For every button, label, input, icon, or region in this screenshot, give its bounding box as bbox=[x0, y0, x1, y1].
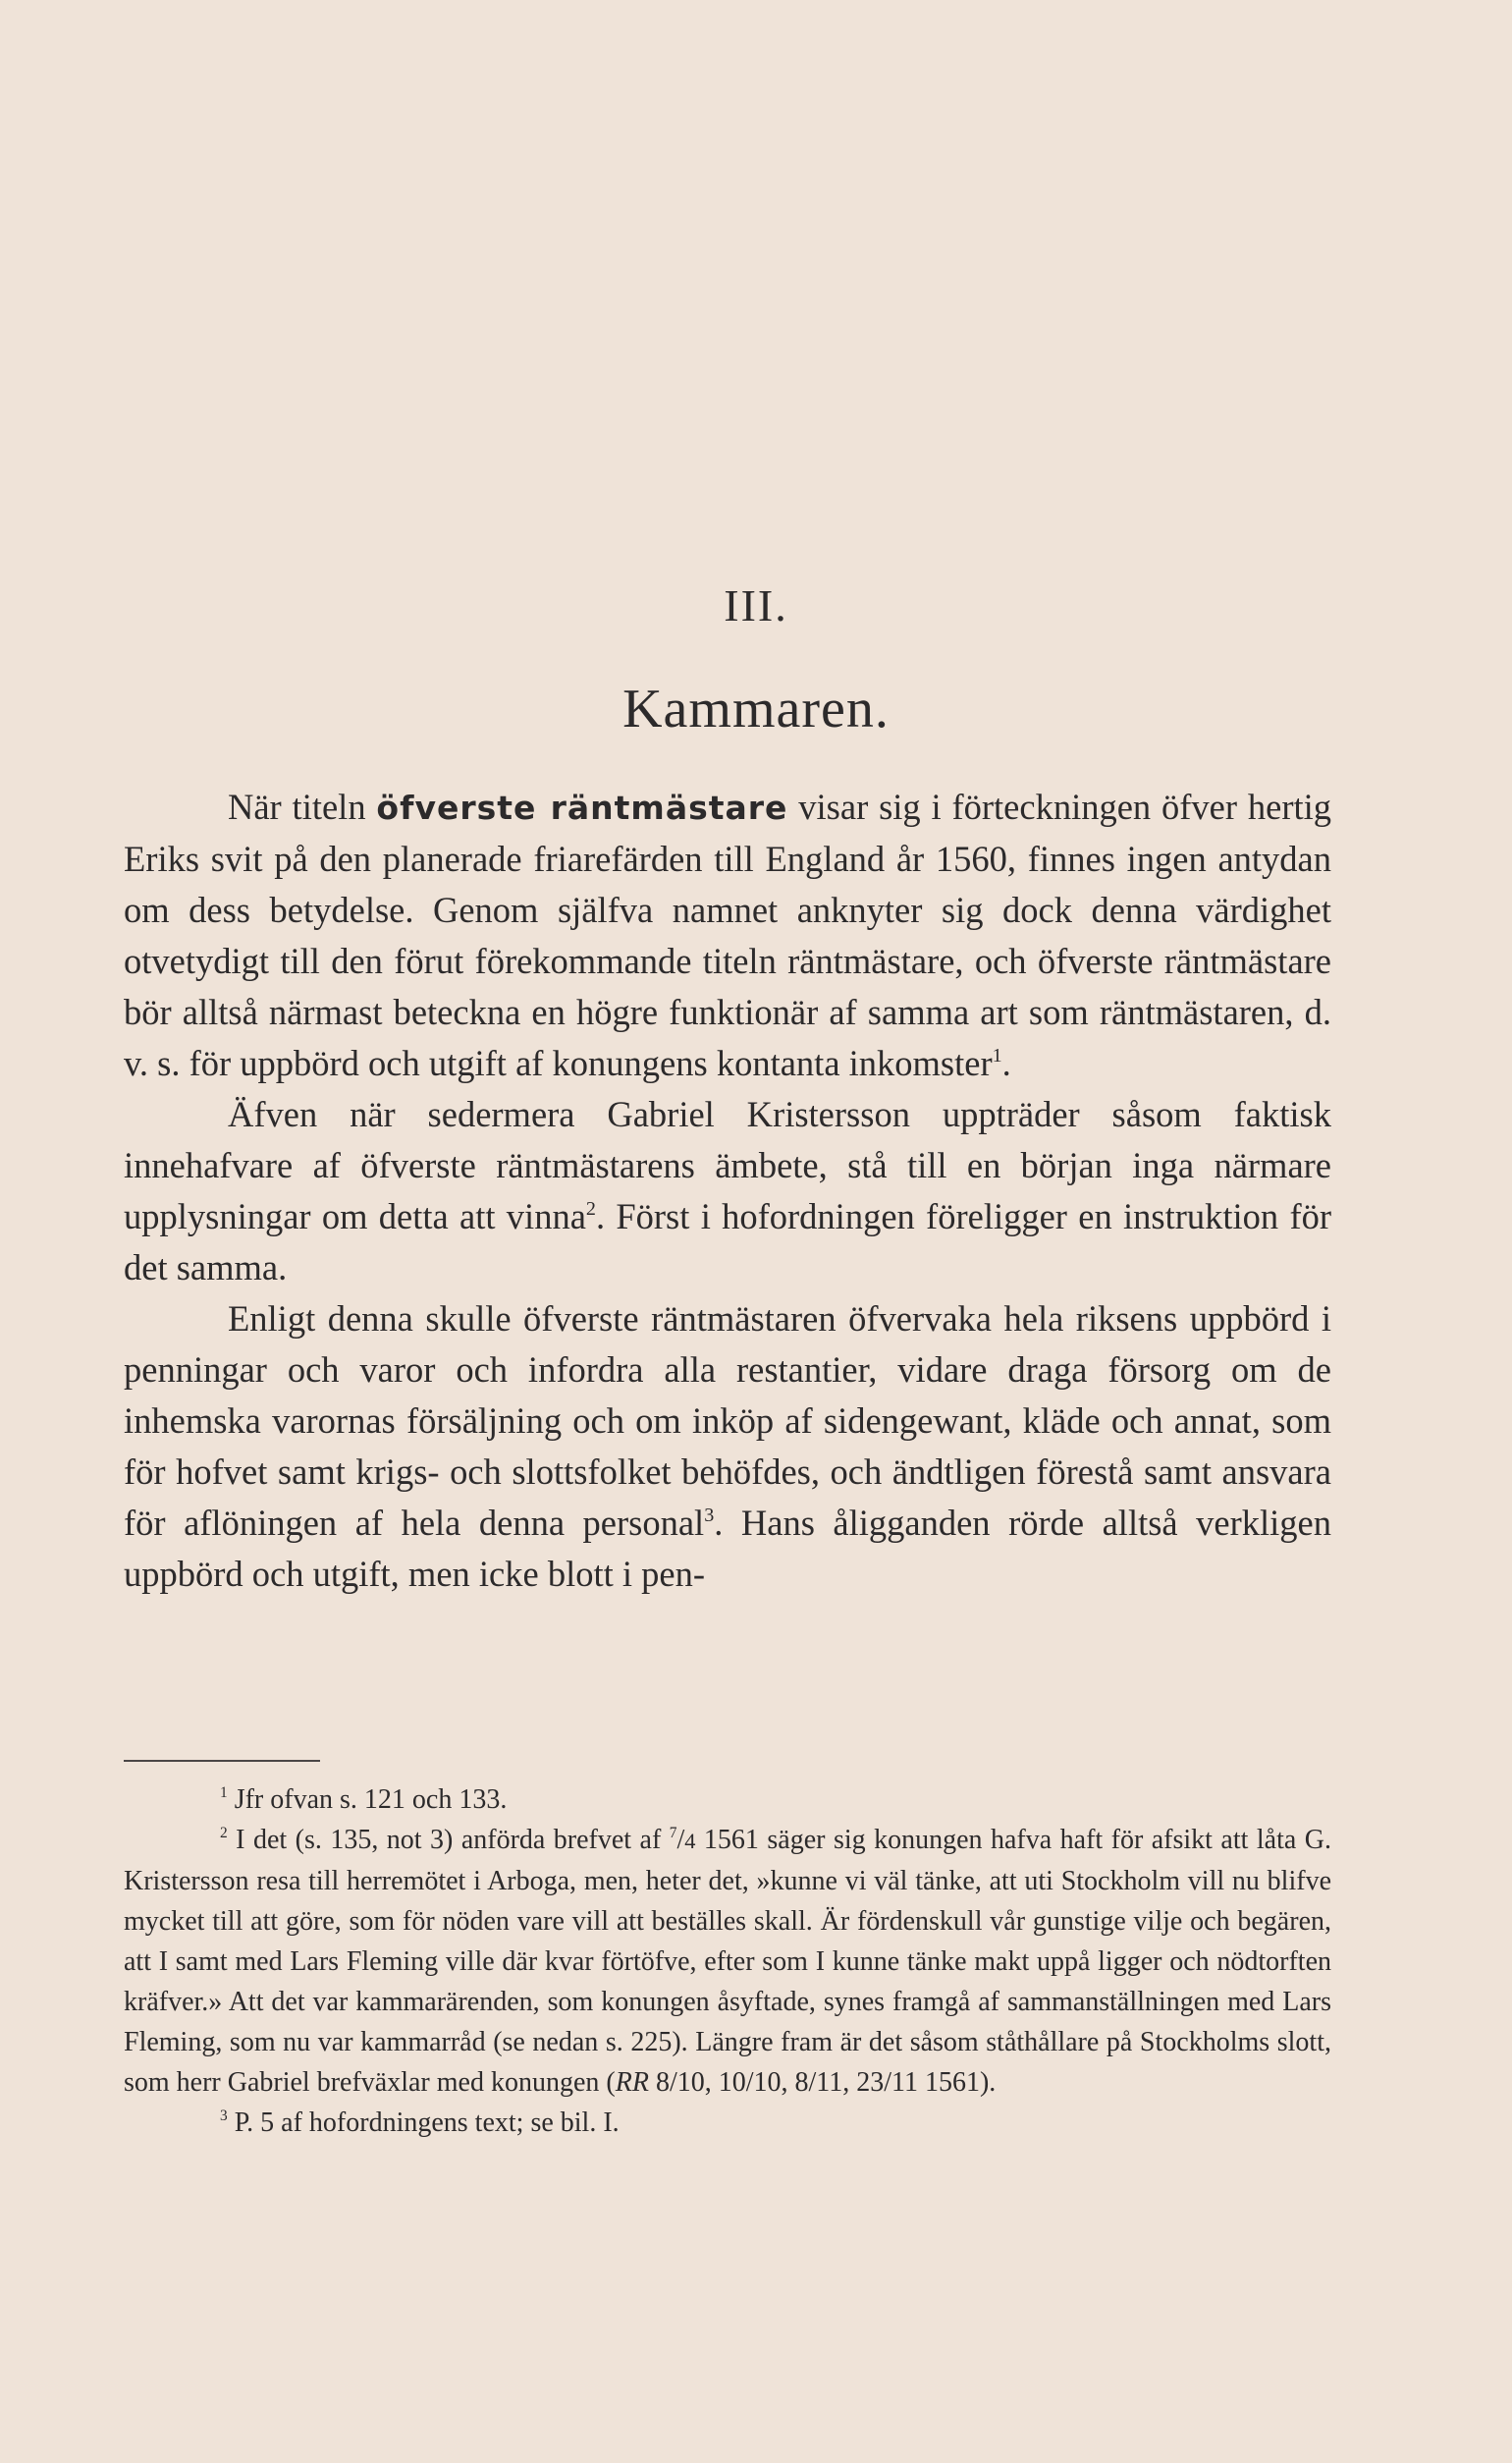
paragraph-text: Enligt denna skulle öfverste räntmästaren öfvervaka hela riksens uppbörd i penningar och varor och infordra alla restantier, vidare draga försorg om de inhemska varornas försäljning och om inköp af sidengewant, kläde och annat, som för hofvet samt krigs- och slottsfolket behöfdes, och ändtligen förestå samt ansvara för aflöningen af hela denna personal bbox=[124, 1298, 1331, 1543]
date-numerator: 7 bbox=[669, 1825, 677, 1842]
source-abbrev: RR bbox=[615, 2067, 649, 2098]
paragraph-2 bbox=[124, 1089, 1331, 1293]
paragraph-text: visar sig i förteckningen öfver hertig Eriks svit på den planerade friarefärden till England år 1560, finnes ingen antydan om dess betydelse. Genom själfva namnet anknyter sig dock denna värdighet otvetydigt till den förut förekommande titeln räntmästare, och öfverste räntmästare bör alltså närmast beteckna en högre funktionär af samma art som räntmästaren, d. v. s. för uppbörd och utgift af konungens kontanta inkomster bbox=[124, 787, 1332, 1083]
footnote-2: $^2$ I det (s. 135, not 3) anförda brefvet af $^7$/4 1561 säger sig konungen hafva haft för afsikt att låta G. Kristersson resa till herremötet i Arboga, men, heter det, »kunne vi väl tänke, att uti Stockholm vill nu blifve mycket till att göre, som för nöden vare vill att beställes skall. Är fördenskull vår gunstige vilje och begären, att I samt med Lars Fleming ville där kvar förtöfve, efter som I kunne tänke makt uppå ligger och nödtorften kräfver.» Att det var kammarärenden, som konungen åsyftade, synes framgå af sammanställningen med Lars Fleming, som nu var kammarråd (se nedan s. 225). Längre fram är det såsom ståthållare på Stockholms slott, som herr Gabriel brefväxlar med konungen (RR 8/10, 10/10, 8/11, 23/11 1561). bbox=[124, 1825, 1331, 2098]
footnote-text: I det (s. 135, not 3) anförda brefvet af bbox=[227, 1825, 670, 1855]
footnote-text: Jfr ofvan s. 121 och 133. bbox=[227, 1784, 508, 1815]
chapter-number: III. bbox=[724, 580, 788, 630]
footnote-ref[interactable]: 3 bbox=[704, 1504, 715, 1526]
paragraph-text: . bbox=[1001, 1043, 1011, 1083]
footnote-dates: 8/10, 10/10, 8/11, 23/11 1561 bbox=[648, 2067, 980, 2098]
date-denominator: 4 bbox=[684, 1829, 696, 1853]
footnote-text: ). bbox=[979, 2067, 997, 2098]
paragraph-1 bbox=[124, 782, 1331, 1089]
emphasized-term: öfverste räntmästare bbox=[376, 789, 788, 827]
footnote-1 bbox=[124, 1779, 1331, 1820]
paragraph-text: . Först i hofordningen föreligger en instruktion för det samma. bbox=[124, 1196, 1332, 1287]
footnote-mark: 3 bbox=[220, 2107, 228, 2125]
chapter-title: Kammaren. bbox=[622, 679, 890, 739]
footnote-ref[interactable]: 1 bbox=[992, 1044, 1002, 1067]
footnotes bbox=[124, 1779, 1331, 2143]
paragraph-text: När titeln bbox=[228, 787, 377, 827]
paragraph-3 bbox=[124, 1293, 1331, 1600]
body-text bbox=[124, 782, 1331, 1600]
footnote-mark: 2 bbox=[220, 1825, 228, 1842]
footnote-ref[interactable]: 2 bbox=[585, 1197, 596, 1220]
footnote-mark: 1 bbox=[220, 1784, 228, 1802]
paragraph-text: . Hans åligganden rörde alltså verkligen uppbörd och utgift, men icke blott i pen- bbox=[124, 1503, 1331, 1594]
footnote-divider bbox=[124, 1760, 320, 1762]
footnote-text: P. 5 af hofordningens text; se bil. I. bbox=[227, 2107, 620, 2138]
footnote-3 bbox=[124, 2103, 1331, 2143]
footnote-text: 1561 säger sig konungen hafva haft för afsikt att låta G. Kristersson resa till herremötet i Arboga, men, heter det, »kunne vi väl tänke, att uti Stockholm vill nu blifve mycket till att göre, som för nöden vare vill att beställes skall. Är fördenskull vår gunstige vilje och begären, att I samt med Lars Fleming ville där kvar förtöfve, efter som I kunne tänke makt uppå ligger och nödtorften kräfver.» Att det var kammarärenden, som konungen åsyftade, synes framgå af sammanställningen med Lars Fleming, som nu var kammarråd (se nedan s. 225). Längre fram är det såsom ståthållare på Stockholms slott, som herr Gabriel brefväxlar med konungen ( bbox=[124, 1825, 1331, 2098]
paragraph-text: Äfven när sedermera Gabriel Kristersson uppträder såsom faktisk innehafvare af öfverste räntmästarens ämbete, stå till en början inga närmare upplysningar om detta att vinna bbox=[124, 1094, 1331, 1236]
